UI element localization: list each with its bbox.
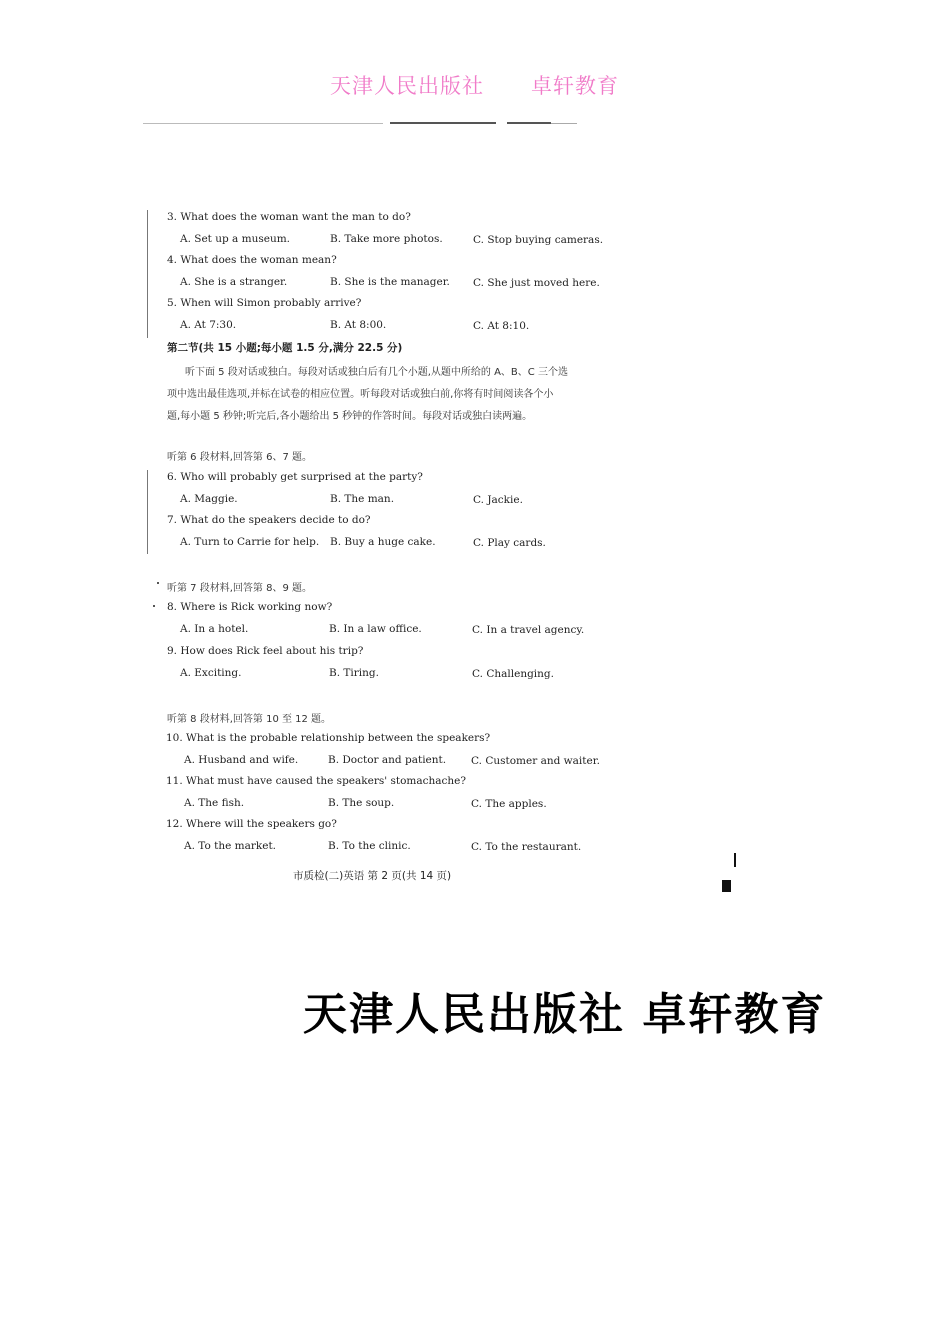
header-rule [551, 123, 577, 124]
question-11: 11. What must have caused the speakers' stomachache? [166, 775, 467, 787]
instructions-line: 项中选出最佳选项,并标在试卷的相应位置。听每段对话或独白前,你将有时间阅读各个小 [167, 389, 554, 400]
option-5a: A. At 7:30. [180, 319, 237, 331]
option-7c: C. Play cards. [473, 537, 546, 549]
question-12: 12. Where will the speakers go? [166, 818, 337, 830]
instructions-line: 听下面 5 段对话或独白。每段对话或独白后有几个小题,从题中所给的 A、B、C 三个选 [185, 367, 568, 378]
header-rule [143, 123, 383, 124]
option-9b: B. Tiring. [329, 667, 379, 679]
option-5c: C. At 8:10. [473, 320, 530, 332]
scan-mark [722, 880, 731, 892]
option-3a: A. Set up a museum. [180, 233, 291, 245]
option-11a: A. The fish. [184, 797, 245, 809]
scan-dot [153, 605, 155, 607]
option-12c: C. To the restaurant. [471, 841, 582, 853]
question-5: 5. When will Simon probably arrive? [167, 297, 362, 309]
handwritten-mark: 天津人民出版社 卓轩教育 [303, 989, 827, 1040]
option-6b: B. The man. [330, 493, 395, 505]
question-3: 3. What does the woman want the man to do? [167, 211, 411, 223]
option-8c: C. In a travel agency. [472, 624, 585, 636]
option-3c: C. Stop buying cameras. [473, 234, 604, 246]
option-9c: C. Challenging. [472, 668, 554, 680]
instructions-line: 题,每小题 5 秒钟;听完后,各小题给出 5 秒钟的作答时间。每段对话或独白读两遍。 [167, 411, 533, 422]
group-7-intro: 听第 7 段材料,回答第 8、9 题。 [167, 583, 312, 594]
option-10b: B. Doctor and patient. [328, 754, 447, 766]
option-11c: C. The apples. [471, 798, 547, 810]
option-4c: C. She just moved here. [473, 277, 600, 289]
option-4a: A. She is a stranger. [180, 276, 288, 288]
question-8: 8. Where is Rick working now? [167, 601, 333, 613]
header-rule [390, 122, 496, 124]
publisher-name: 天津人民出版社 [330, 74, 484, 98]
option-3b: B. Take more photos. [330, 233, 443, 245]
option-6c: C. Jackie. [473, 494, 523, 506]
scan-margin-line [147, 210, 148, 338]
option-9a: A. Exciting. [180, 667, 242, 679]
option-11b: B. The soup. [328, 797, 395, 809]
option-8b: B. In a law office. [329, 623, 422, 635]
page-header [0, 70, 950, 100]
option-7b: B. Buy a huge cake. [330, 536, 436, 548]
group-8-intro: 听第 8 段材料,回答第 10 至 12 题。 [167, 714, 332, 725]
scan-dot [157, 582, 159, 584]
option-8a: A. In a hotel. [180, 623, 249, 635]
page-footer: 市质检(二)英语 第 2 页(共 14 页) [293, 870, 452, 882]
question-9: 9. How does Rick feel about his trip? [167, 645, 364, 657]
group-6-intro: 听第 6 段材料,回答第 6、7 题。 [167, 452, 312, 463]
scan-margin-line [147, 470, 148, 554]
option-6a: A. Maggie. [180, 493, 238, 505]
option-10c: C. Customer and waiter. [471, 755, 600, 767]
option-12b: B. To the clinic. [328, 840, 411, 852]
option-7a: A. Turn to Carrie for help. [180, 536, 320, 548]
header-rule [507, 122, 551, 124]
section-title: 第二节(共 15 小题;每小题 1.5 分,满分 22.5 分) [167, 342, 403, 354]
scan-mark [734, 853, 736, 867]
option-10a: A. Husband and wife. [184, 754, 299, 766]
question-10: 10. What is the probable relationship between the speakers? [166, 732, 491, 744]
question-6: 6. Who will probably get surprised at the party? [167, 471, 423, 483]
option-4b: B. She is the manager. [330, 276, 450, 288]
question-7: 7. What do the speakers decide to do? [167, 514, 371, 526]
option-12a: A. To the market. [184, 840, 277, 852]
question-4: 4. What does the woman mean? [167, 254, 337, 266]
education-name: 卓轩教育 [531, 74, 619, 98]
option-5b: B. At 8:00. [330, 319, 387, 331]
